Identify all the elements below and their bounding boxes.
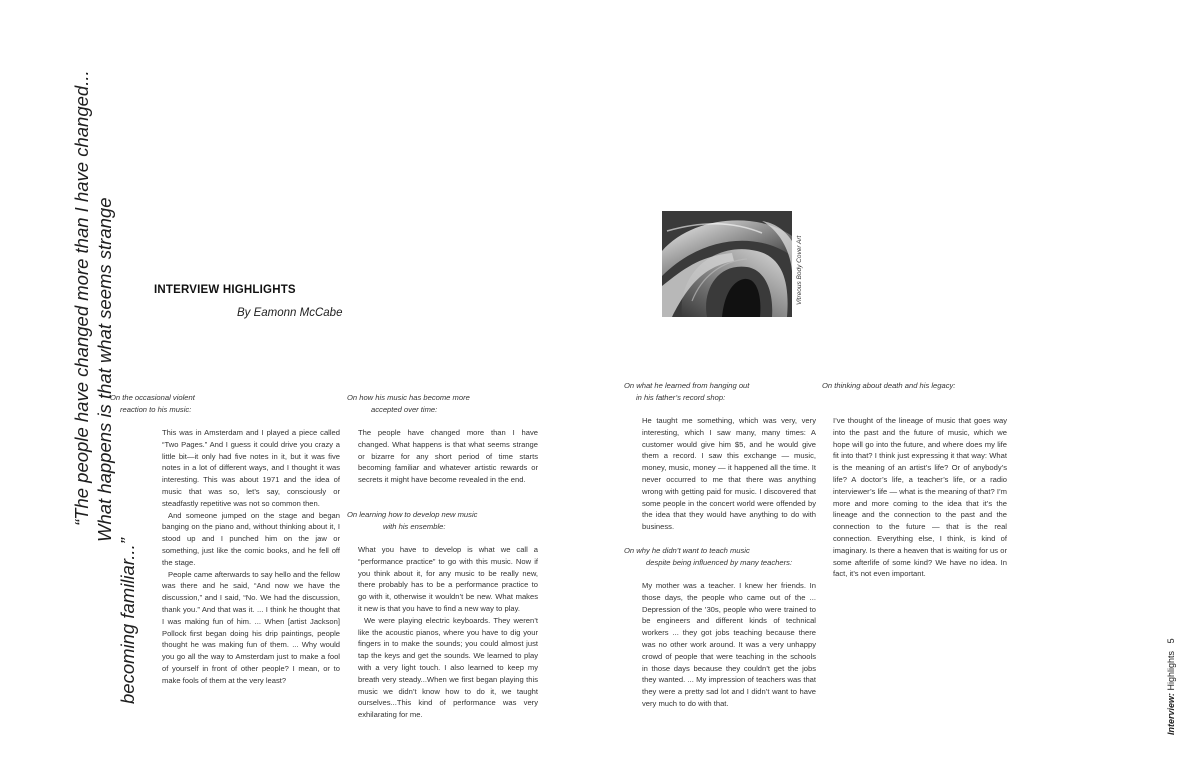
column-2-caption (347, 392, 547, 416)
folio-section: Interview: (1166, 692, 1176, 735)
column-2-text-2 (358, 544, 538, 721)
folio-subsection: Highlights (1166, 650, 1176, 691)
caption-line: On why he didn’t want to teach music (624, 546, 750, 555)
caption-line: in his father’s record shop: (636, 393, 726, 402)
cover-art-image (662, 211, 792, 317)
column-2-text (358, 427, 538, 486)
caption-line: On thinking about death and his legacy: (822, 381, 956, 390)
paragraph: He taught me something, which was very, very interesting, which I saw many, many times: A customer would give him $5, and he would give them a record. I saw this exchange — music, money, music, money — it happened all the time. It never occurred to me that there was anything wrong with getting paid for music. I discovered that some people in the concert world were offended by the idea that they would have anything to do with business. (642, 416, 816, 532)
byline: By Eamonn McCabe (237, 307, 343, 319)
pull-quote-line-1: “The people have changed more than I have changed... (71, 69, 92, 526)
pull-quote-line-3: becoming familiar...” (117, 537, 138, 704)
caption-line: On how his music has become more (347, 393, 470, 402)
caption-line: On learning how to develop new music (347, 510, 478, 519)
column-3-caption (624, 380, 824, 404)
column-4-caption (822, 380, 1022, 392)
caption-line: accepted over time: (371, 405, 438, 414)
page-folio (1166, 638, 1176, 735)
caption-line: despite being influenced by many teachers: (646, 558, 793, 567)
abstract-swirl-graphic (662, 211, 792, 317)
pull-quote (36, 40, 146, 704)
caption-line: On what he learned from hanging out (624, 381, 750, 390)
column-4-text (833, 415, 1007, 580)
paragraph: This was in Amsterdam and I played a piece called “Two Pages.” And I guess it could drive you crazy a little bit—it only had five notes in it, but it was five notes in a lot of different ways, and I thought it was interesting. This was about 1971 and the idea of music that was so, let’s say, consciously or steadfastly repetitive was not so common then. (162, 428, 340, 508)
page-number: 5 (1166, 638, 1176, 644)
paragraph: And someone jumped on the stage and began banging on the piano and, without thinking about it, I stood up and I punched him on the jaw or something, just like the comic books, and he fell off the stage. (162, 510, 340, 567)
pull-quote-line-2: What happens is that what seems strange (94, 197, 115, 542)
paragraph: My mother was a teacher. I knew her friends. In those days, the people who came out of the ... Depression of the ’30s, people who were trained to be engineers and different kinds of technical workers ... they got jobs teaching because there was no other work around. It was a very unhappy crowd of people that were teaching in the schools in those days because they couldn’t get the jobs they wanted. ... My impression of teachers was that they were a pretty sad lot and I didn’t want to have very much to do with that. (642, 581, 816, 708)
column-3-caption-2 (624, 545, 824, 569)
paragraph: We were playing electric keyboards. They weren’t like the acoustic pianos, where you have to dig your fingers in to make the sounds; you could almost just tap the keys and get the sounds. We learned to play with a very light touch. I also learned to keep my breath very steady...When we first began playing this music we didn’t know how to do it, we taught ourselves...This kind of performance was very exhilarating for me. (358, 615, 538, 720)
paragraph: The people have changed more than I have changed. What happens is that what seems strange or bizarre for any short period of time starts becoming familiar and whatever artistic rewards or secrets it might have become revealed in the end. (358, 428, 538, 485)
column-1-caption (110, 392, 310, 416)
column-3-text (642, 415, 816, 533)
photo-credit: Vitreous Body Cover Art (796, 235, 803, 305)
column-2-caption-2 (347, 509, 547, 533)
paragraph: People came afterwards to say hello and the fellow was there and he said, “And now we have the discussion,” and I said, “No. We had the discussion, thank you.” And that was it. ... I think he thought that I was making fun of him. ... When [artist Jackson] Pollock first began doing his drip paintings, people thought he was making fun of them. ... Why would you go all the way to Amsterdam just to make a fool of yourself in front of other people? I mean, or to make fools of them at the very least? (162, 569, 340, 685)
paragraph: What you have to develop is what we call a “performance practice” to go with this music. Now if you think about it, for any music to be really new, there probably has to be a performance practice to go with it, otherwise it wouldn’t be new. What makes it new is that you have to find a new way to play. (358, 545, 538, 613)
article-title: INTERVIEW HIGHLIGHTS (154, 284, 296, 296)
caption-line: On the occasional violent (110, 393, 195, 402)
caption-line: with his ensemble: (383, 522, 446, 531)
column-1-text (162, 427, 340, 687)
paragraph: I’ve thought of the lineage of music that goes way into the past and the future of music, which we hope will go into the future, and where does my life fit into that? I think just expressing it that way: What is the meaning of an artist’s life? Or of anybody’s life? A doctor’s life, a teacher’s life, or a radio interviewer’s life — what is the meaning of that? I’m more and more coming to the idea that it’s the lineage and the connection to the past and the connection to the future — that is the real connection. Everything else, I think, is kind of imaginary. Is there a heaven that is waiting for us or some afterlife of some kind? We have no idea. In fact, it’s not even important. (833, 416, 1007, 579)
column-3-text-2 (642, 580, 816, 710)
caption-line: reaction to his music: (120, 405, 192, 414)
